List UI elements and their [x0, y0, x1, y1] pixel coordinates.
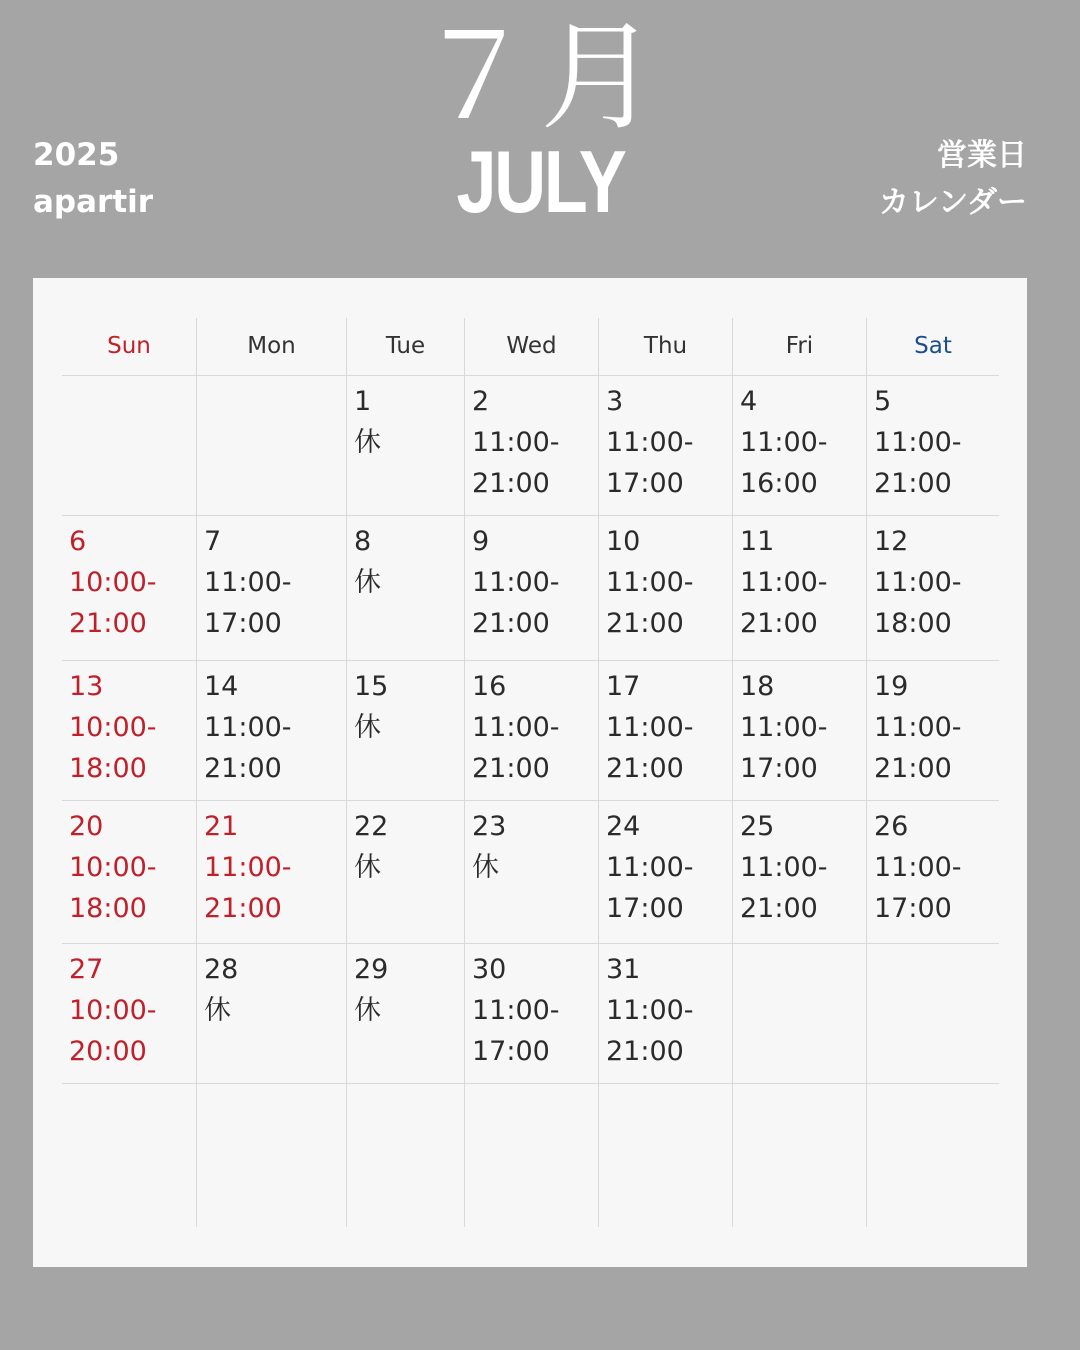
day-cell	[732, 661, 866, 800]
hours-open: 11:00-	[740, 567, 828, 598]
hours-open: 11:00-	[606, 712, 694, 743]
day-number: 28	[204, 954, 239, 985]
day-number: 23	[472, 811, 507, 842]
day-number: 14	[204, 671, 239, 702]
calendar-title-line2: カレンダー	[878, 185, 1027, 220]
hours-open: 11:00-	[606, 995, 694, 1026]
day-cell	[346, 944, 464, 1083]
hours-open: 11:00-	[204, 852, 292, 883]
day-cell	[732, 516, 866, 660]
day-cell	[62, 376, 196, 515]
hours-close: 16:00	[740, 468, 818, 499]
hours-open: 休	[354, 567, 381, 598]
day-number: 20	[69, 811, 104, 842]
weekday-header	[62, 318, 999, 376]
hours-close: 21:00	[740, 608, 818, 639]
month-en: JULY	[456, 132, 624, 231]
weekday-sat: Sat	[866, 318, 999, 375]
day-cell	[464, 376, 598, 515]
hours-close: 21:00	[472, 608, 550, 639]
day-number: 1	[354, 386, 372, 417]
calendar-title-line1: 営業日	[937, 138, 1027, 173]
hours-close: 17:00	[874, 893, 952, 924]
day-cell	[732, 1084, 866, 1227]
day-number: 6	[69, 526, 87, 557]
day-number: 31	[606, 954, 641, 985]
day-number: 8	[354, 526, 372, 557]
day-number: 18	[740, 671, 775, 702]
hours-close: 17:00	[204, 608, 282, 639]
week-row	[62, 944, 999, 1084]
day-cell	[866, 944, 999, 1083]
day-number: 21	[204, 811, 239, 842]
week-row	[62, 516, 999, 661]
hours-close: 21:00	[606, 608, 684, 639]
day-cell	[196, 944, 346, 1083]
hours-open: 11:00-	[606, 567, 694, 598]
hours-open: 11:00-	[740, 852, 828, 883]
day-number: 30	[472, 954, 507, 985]
day-cell	[732, 376, 866, 515]
day-cell	[866, 661, 999, 800]
hours-open: 11:00-	[472, 712, 560, 743]
hours-open: 休	[354, 995, 381, 1026]
day-number: 10	[606, 526, 641, 557]
day-cell	[196, 376, 346, 515]
calendar-card	[33, 278, 1027, 1267]
hours-open: 11:00-	[606, 852, 694, 883]
hours-close: 17:00	[740, 753, 818, 784]
hours-close: 21:00	[874, 468, 952, 499]
hours-close: 21:00	[740, 893, 818, 924]
header-right	[879, 132, 1027, 226]
hours-open: 11:00-	[472, 567, 560, 598]
hours-open: 11:00-	[740, 427, 828, 458]
day-number: 3	[606, 386, 624, 417]
day-cell	[598, 516, 732, 660]
day-number: 26	[874, 811, 909, 842]
hours-open: 11:00-	[874, 852, 962, 883]
day-cell	[464, 944, 598, 1083]
day-cell	[62, 944, 196, 1083]
hours-open: 11:00-	[740, 712, 828, 743]
hours-close: 20:00	[69, 1036, 147, 1067]
hours-open: 休	[354, 852, 381, 883]
day-number: 9	[472, 526, 490, 557]
calendar-grid	[62, 318, 999, 1227]
hours-close: 21:00	[69, 608, 147, 639]
hours-open: 休	[204, 995, 231, 1026]
day-cell	[196, 801, 346, 943]
day-cell	[598, 801, 732, 943]
day-cell	[196, 516, 346, 660]
day-number: 16	[472, 671, 507, 702]
day-number: 15	[354, 671, 389, 702]
hours-open: 10:00-	[69, 995, 157, 1026]
hours-close: 21:00	[204, 893, 282, 924]
hours-close: 17:00	[606, 893, 684, 924]
calendar-weeks	[62, 376, 999, 1227]
hours-open: 11:00-	[204, 567, 292, 598]
day-number: 13	[69, 671, 104, 702]
day-cell	[732, 944, 866, 1083]
day-cell	[464, 516, 598, 660]
day-number: 25	[740, 811, 775, 842]
day-cell	[598, 944, 732, 1083]
day-number: 12	[874, 526, 909, 557]
hours-open: 11:00-	[874, 567, 962, 598]
day-cell	[346, 376, 464, 515]
day-cell	[346, 1084, 464, 1227]
day-cell	[598, 376, 732, 515]
week-row	[62, 801, 999, 944]
day-cell	[598, 1084, 732, 1227]
day-cell	[196, 1084, 346, 1227]
day-cell	[464, 801, 598, 943]
day-number: 24	[606, 811, 641, 842]
hours-close: 21:00	[606, 753, 684, 784]
hours-open: 11:00-	[874, 712, 962, 743]
hours-open: 11:00-	[472, 427, 560, 458]
day-number: 29	[354, 954, 389, 985]
day-cell	[62, 661, 196, 800]
weekday-mon: Mon	[196, 318, 346, 375]
day-number: 19	[874, 671, 909, 702]
hours-close: 18:00	[874, 608, 952, 639]
day-number: 27	[69, 954, 104, 985]
hours-close: 21:00	[874, 753, 952, 784]
hours-open: 休	[472, 852, 499, 883]
day-cell	[866, 376, 999, 515]
day-cell	[62, 516, 196, 660]
day-cell	[866, 801, 999, 943]
weekday-thu: Thu	[598, 318, 732, 375]
hours-close: 17:00	[472, 1036, 550, 1067]
hours-open: 11:00-	[204, 712, 292, 743]
hours-open: 11:00-	[606, 427, 694, 458]
hours-close: 21:00	[204, 753, 282, 784]
hours-close: 21:00	[472, 753, 550, 784]
hours-close: 17:00	[606, 468, 684, 499]
hours-open: 11:00-	[472, 995, 560, 1026]
day-cell	[346, 801, 464, 943]
year-label: 2025	[33, 137, 120, 173]
weekday-tue: Tue	[346, 318, 464, 375]
day-cell	[732, 801, 866, 943]
day-cell	[346, 661, 464, 800]
day-cell	[346, 516, 464, 660]
day-cell	[598, 661, 732, 800]
day-cell	[464, 1084, 598, 1227]
day-cell	[62, 1084, 196, 1227]
month-jp: ７月	[415, 8, 664, 146]
hours-close: 21:00	[606, 1036, 684, 1067]
hours-close: 18:00	[69, 753, 147, 784]
hours-open: 10:00-	[69, 567, 157, 598]
day-number: 4	[740, 386, 758, 417]
hours-close: 21:00	[472, 468, 550, 499]
day-cell	[464, 661, 598, 800]
weekday-wed: Wed	[464, 318, 598, 375]
week-row	[62, 376, 999, 516]
day-number: 17	[606, 671, 641, 702]
hours-open: 10:00-	[69, 712, 157, 743]
day-number: 5	[874, 386, 892, 417]
day-cell	[196, 661, 346, 800]
week-row	[62, 661, 999, 801]
hours-open: 休	[354, 712, 381, 743]
weekday-fri: Fri	[732, 318, 866, 375]
day-cell	[866, 1084, 999, 1227]
week-row	[62, 1084, 999, 1227]
weekday-sun: Sun	[107, 333, 151, 359]
brand-name: apartir	[33, 184, 154, 220]
day-number: 22	[354, 811, 389, 842]
day-number: 11	[740, 526, 775, 557]
day-number: 2	[472, 386, 490, 417]
day-number: 7	[204, 526, 222, 557]
day-cell	[62, 801, 196, 943]
hours-open: 休	[354, 427, 381, 458]
hours-close: 18:00	[69, 893, 147, 924]
hours-open: 10:00-	[69, 852, 157, 883]
day-cell	[866, 516, 999, 660]
hours-open: 11:00-	[874, 427, 962, 458]
